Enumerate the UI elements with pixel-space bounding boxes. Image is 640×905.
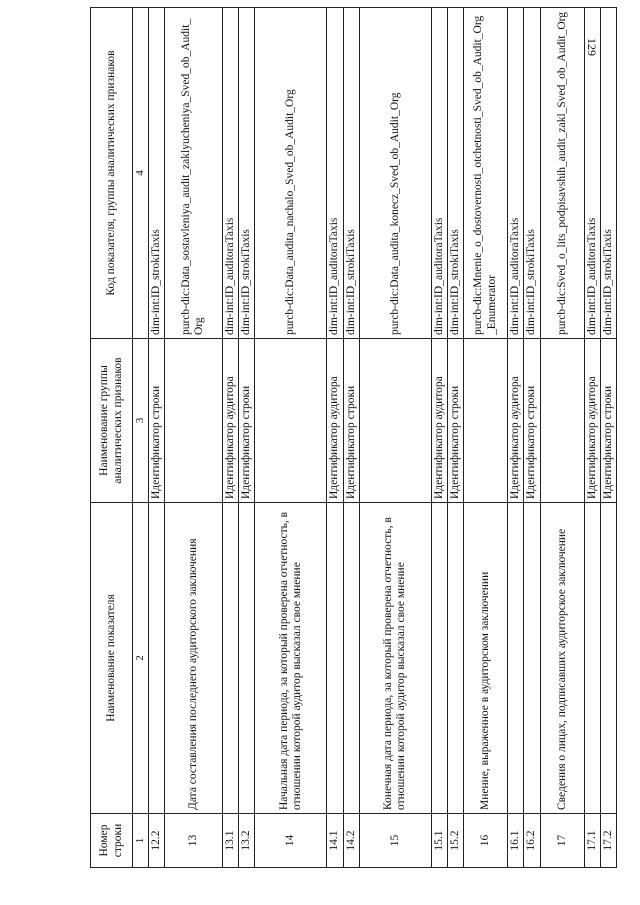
group-name-cell: Идентификатор строки <box>343 339 359 503</box>
indicator-table <box>90 7 617 868</box>
group-name-cell: Идентификатор аудитора <box>584 339 600 503</box>
table-row <box>148 8 164 868</box>
table-row <box>359 8 431 868</box>
code-cell: dim-int:ID_auditoraTaxis <box>508 8 524 339</box>
code-cell: dim-int:ID_auditoraTaxis <box>222 8 238 339</box>
group-name-cell <box>164 339 222 503</box>
code-cell: dim-int:ID_auditoraTaxis <box>584 8 600 339</box>
table-row <box>327 8 343 868</box>
indicator-name-cell: Мнение, выраженное в аудиторском заключении <box>464 503 508 814</box>
header-group-name: Наименование группы аналитических признаков <box>91 339 133 503</box>
page-number: 129 <box>585 38 599 56</box>
header-row-number: Номер строки <box>91 814 133 868</box>
header-indicator-name: Наименование показателя <box>91 503 133 814</box>
row-number-cell: 13 <box>164 814 222 868</box>
table-row <box>540 8 584 868</box>
table-row <box>464 8 508 868</box>
indicator-name-cell: Начальная дата периода, за который проверена отчетность, в отношении которой аудитор высказал свое мнение <box>255 503 327 814</box>
column-number: 3 <box>133 339 149 503</box>
code-cell: dim-int:ID_strokiTaxis <box>524 8 540 339</box>
table-row <box>524 8 540 868</box>
indicator-name-cell <box>222 503 238 814</box>
row-number-cell: 13.2 <box>239 814 255 868</box>
table-row <box>239 8 255 868</box>
code-cell: purcb-dic:Data_audita_nachalo_Sved_ob_Audit_Org <box>255 8 327 339</box>
code-cell: purcb-dic:Sved_o_lits_podpisavshih_audit_zakl_Sved_ob_Audit_Org <box>540 8 584 339</box>
indicator-name-cell <box>600 503 616 814</box>
row-number-cell: 15.2 <box>447 814 463 868</box>
group-name-cell: Идентификатор строки <box>148 339 164 503</box>
table-row <box>584 8 600 868</box>
table-row <box>508 8 524 868</box>
code-cell: purcb-dic:Mnenie_o_dostovernosti_otchetnosti_Sved_ob_Audit_Org_Enumerator <box>464 8 508 339</box>
code-cell: dim-int:ID_auditoraTaxis <box>431 8 447 339</box>
group-name-cell <box>464 339 508 503</box>
row-number-cell: 16 <box>464 814 508 868</box>
table-row <box>431 8 447 868</box>
column-number: 4 <box>133 8 149 339</box>
row-number-cell: 12.2 <box>148 814 164 868</box>
group-name-cell: Идентификатор аудитора <box>222 339 238 503</box>
code-cell: dim-int:ID_auditoraTaxis <box>327 8 343 339</box>
indicator-name-cell: Дата составления последнего аудиторского заключения <box>164 503 222 814</box>
column-number: 2 <box>133 503 149 814</box>
column-number-row <box>133 8 149 868</box>
code-cell: purcb-dic:Data_sostavleniya_audit_zaklyucheniya_Sved_ob_Audit_Org <box>164 8 222 339</box>
table-row <box>343 8 359 868</box>
group-name-cell: Идентификатор строки <box>524 339 540 503</box>
group-name-cell: Идентификатор аудитора <box>431 339 447 503</box>
header-row <box>91 8 133 868</box>
row-number-cell: 13.1 <box>222 814 238 868</box>
indicator-name-cell <box>148 503 164 814</box>
indicator-name-cell <box>524 503 540 814</box>
column-number: 1 <box>133 814 149 868</box>
group-name-cell <box>255 339 327 503</box>
code-cell: purcb-dic:Data_audita_konecz_Sved_ob_Audit_Org <box>359 8 431 339</box>
row-number-cell: 17.1 <box>584 814 600 868</box>
indicator-name-cell <box>447 503 463 814</box>
indicator-name-cell <box>239 503 255 814</box>
indicator-name-cell: Конечная дата периода, за который проверена отчетность, в отношении которой аудитор высказал свое мнение <box>359 503 431 814</box>
row-number-cell: 15.1 <box>431 814 447 868</box>
table-row <box>255 8 327 868</box>
code-cell: dim-int:ID_strokiTaxis <box>600 8 616 339</box>
table-row <box>222 8 238 868</box>
table-row <box>447 8 463 868</box>
group-name-cell <box>540 339 584 503</box>
row-number-cell: 17 <box>540 814 584 868</box>
row-number-cell: 14.2 <box>343 814 359 868</box>
table-row <box>164 8 222 868</box>
code-cell: dim-int:ID_strokiTaxis <box>343 8 359 339</box>
row-number-cell: 15 <box>359 814 431 868</box>
row-number-cell: 16.2 <box>524 814 540 868</box>
group-name-cell: Идентификатор аудитора <box>508 339 524 503</box>
indicator-name-cell <box>584 503 600 814</box>
row-number-cell: 14.1 <box>327 814 343 868</box>
table-row <box>600 8 616 868</box>
code-cell: dim-int:ID_strokiTaxis <box>239 8 255 339</box>
table-body <box>148 8 616 868</box>
indicator-name-cell <box>327 503 343 814</box>
group-name-cell: Идентификатор строки <box>239 339 255 503</box>
group-name-cell: Идентификатор строки <box>447 339 463 503</box>
code-cell: dim-int:ID_strokiTaxis <box>447 8 463 339</box>
header-code: Код показателя, группы аналитических признаков <box>91 8 133 339</box>
row-number-cell: 14 <box>255 814 327 868</box>
code-cell: dim-int:ID_strokiTaxis <box>148 8 164 339</box>
row-number-cell: 16.1 <box>508 814 524 868</box>
indicator-name-cell <box>508 503 524 814</box>
group-name-cell <box>359 339 431 503</box>
group-name-cell: Идентификатор аудитора <box>327 339 343 503</box>
indicator-name-cell: Сведения о лицах, подписавших аудиторское заключение <box>540 503 584 814</box>
group-name-cell: Идентификатор строки <box>600 339 616 503</box>
indicator-name-cell <box>431 503 447 814</box>
indicator-name-cell <box>343 503 359 814</box>
row-number-cell: 17.2 <box>600 814 616 868</box>
